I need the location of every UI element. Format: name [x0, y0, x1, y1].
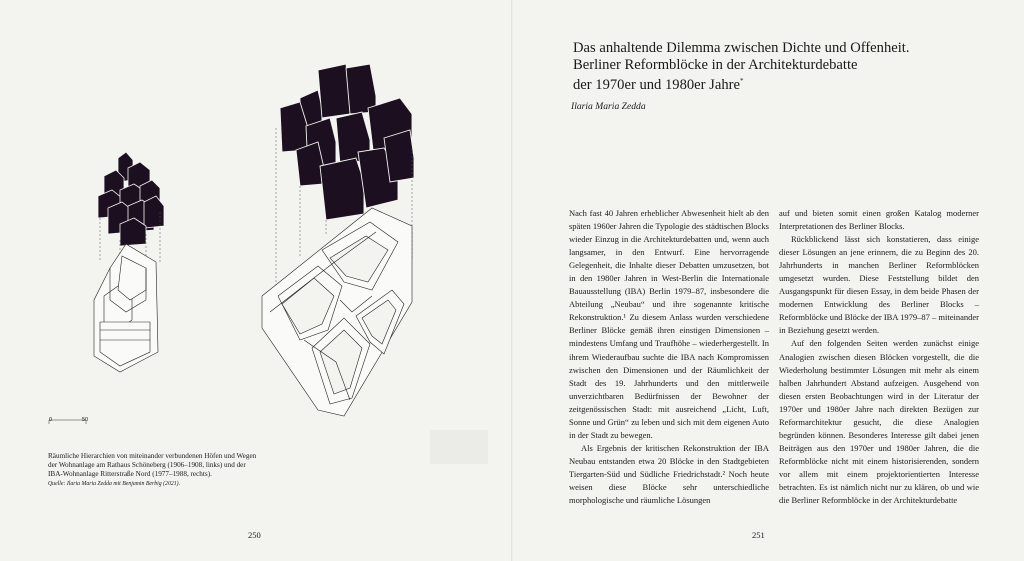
scale-bar: [48, 412, 88, 428]
paragraph: Rückblickend lässt sich konstatieren, dass einige dieser Lösungen an jene erinnern, die zu Beginn des 20. Jahrhunderts in manchen Berliner Reformblöcken umgesetzt wurden. Diese Feststellung bildet den Ausgangspunkt für diesen Essay, in dem beide Phasen der modernen Entwicklung des Berliner Blocks – Reformblöcke und Blöcke der IBA 1979–87 – miteinander in Beziehung gesetzt werden.: [779, 234, 979, 336]
chapter-title: [573, 40, 993, 94]
scale-label-zero: 0: [49, 417, 53, 423]
chapter-title-line-2: Berliner Reformblöcke in der Architekturdebatte: [573, 56, 858, 73]
chapter-title-line-3: [573, 73, 993, 93]
paragraph: Nach fast 40 Jahren erheblicher Abwesenheit hielt ab den späten 1960er Jahren die Typologie des städtischen Blocks wieder Einzug in die Architekturdebatten und, wenn auch langsamer, in den Entwurf. Eine hervorragende Gelegenheit, die Inhalte dieser Debatten umzusetzen, bot in den 1980er Jahren in West-Berlin die Internationale Bauausstellung (IBA) Berlin 1979–87, insbesondere die Abteilung „Neubau“ und ihre sogenannte kritische Rekonstruktion.¹ Zu diesem Anlass wurden verschiedene Berliner Blöcke gemäß ihren einstigen Dimensionen – mindestens Umfang und Traufhöhe – wiederhergestellt. In ihrem Wiederaufbau suchte die IBA nach Kompromissen zwischen den Dimensionen und der Räumlichkeit der Stadt des 19. Jahrhunderts und den mittlerweile unverzichtbaren Bedürfnissen der Bewohner der zeitgenössischen Stadt: mit ausreichend „Licht, Luft, Sonne und Grün“ zu leben und sich mit dem eigenen Auto in der Stadt zu bewegen.: [569, 208, 769, 440]
figure-caption-source: Quelle: Ilaria Maria Zedda mit Benjamin Berbig (2021).: [48, 480, 181, 487]
text-column-1: [569, 207, 769, 507]
figure-caption: [48, 452, 258, 488]
chapter-title-line-3-text: der 1970er und 1980er Jahre: [573, 77, 740, 94]
author-name: Ilaria Maria Zedda: [571, 101, 646, 112]
page-number-left: 250: [248, 530, 261, 540]
scale-label-fifty: 50: [82, 417, 89, 423]
chapter-title-line-1: Das anhaltende Dilemma zwischen Dichte und Offenheit.: [573, 40, 910, 56]
paragraph: Als Ergebnis der kritischen Rekonstruktion der IBA Neubau entstanden etwa 20 Blöcke in den Stadtgebieten Tiergarten-Süd und Südliche Friedrichstadt.² Noch heute weisen diese Blöcke sehr unterschiedliche morphologische und räumliche Lösungen: [569, 442, 769, 506]
footnote-mark: *: [739, 77, 744, 86]
left-block-volumes: [98, 152, 164, 246]
page-number-right: 251: [752, 530, 765, 540]
paragraph: Auf den folgenden Seiten werden zunächst einige Analogien zwischen diesen Blöcken vorgestellt, die die Wiederholung bestimmter Lösungen mit mehr als einem halben Jahrhundert Abstand aufzeigen. Ausgehend von diesen ersten Beobachtungen wird in der Literatur der 1970er und 1980er Jahre nach direkten Bezügen zur Reformarchitektur gesucht, die diese Analogien begründen können. Besonderes Interesse gilt dabei jenen Beiträgen aus den 1970er und 1980er Jahren, die die Reformblöcke nicht mit einem historisierenden, sondern vor allem mit einem projektorientierten Interesse betrachten. Es ist nämlich nicht nur zu klären, ob und wie die Berliner Reformblöcke in der Architekturdebatte: [779, 338, 979, 506]
right-block-plan: [262, 208, 412, 416]
right-block-volumes: [280, 64, 414, 220]
left-block-plan: [94, 244, 158, 372]
text-column-2: [779, 207, 979, 507]
figure-caption-text: Räumliche Hierarchien von miteinander verbundenen Höfen und Wegen der Wohnanlage am Rathaus Schöneberg (1906–1908, links) und der IBA-Wohnanlage Ritterstraße Nord (1977–1988, rechts).: [48, 452, 257, 479]
paragraph: auf und bieten somit einen großen Katalog moderner Interpretationen des Berliner Blocks.: [779, 208, 979, 232]
gray-swatch: [430, 430, 488, 464]
